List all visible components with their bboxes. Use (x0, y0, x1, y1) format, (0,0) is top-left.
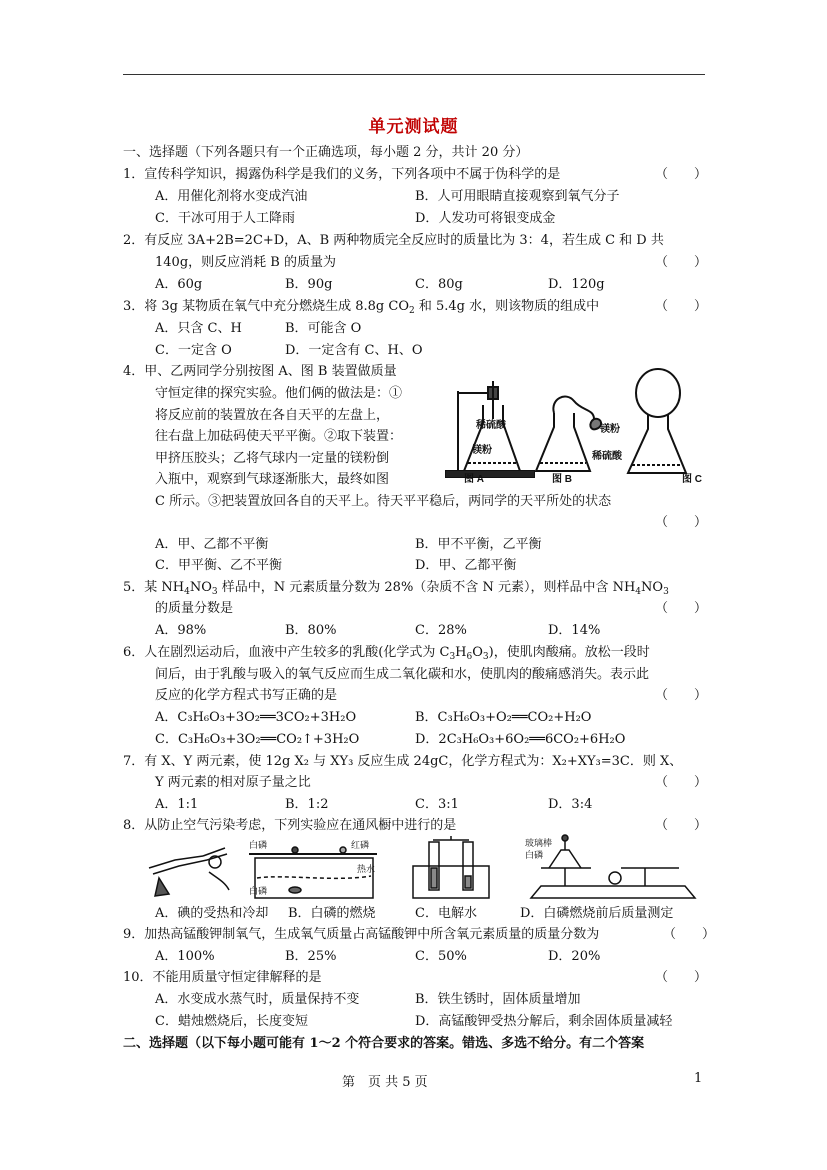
q10-stem: 10．不能用质量守恒定律解释的是 (123, 970, 322, 985)
q5-s3: 4 (635, 587, 642, 597)
q6-line2: 间后，由于乳酸与吸入的氧气反应而生成二氧化碳和水，使肌肉的酸痛感消失。表示此 (155, 667, 650, 682)
label-mg-a: 镁粉 (472, 445, 492, 456)
header-rule (123, 74, 705, 75)
q9-option-c: C．50% (415, 949, 467, 964)
q6-l1c: O (472, 645, 483, 660)
q9-option-b: B．25% (285, 949, 337, 964)
q1-stem: 1．宣传科学知识，揭露伪科学是我们的义务，下列各项中不属于伪科学的是 (123, 167, 561, 182)
q8-option-c: C．电解水 (415, 906, 477, 921)
q10-answer-blank: （ ） (655, 970, 708, 985)
q4-line2: 守恒定律的探究实验。他们俩的做法是：① (155, 386, 403, 401)
q2-option-d: D．120g (548, 277, 605, 292)
caption-c: 图 C (682, 474, 702, 485)
q2-answer-blank: （ ） (655, 255, 708, 270)
label-acid-b: 稀硫酸 (592, 451, 622, 462)
q1-option-d: D．人发功可将银变成金 (415, 211, 556, 226)
q8-option-b: B．白磷的燃烧 (288, 906, 376, 921)
q8-apparatus-figure (145, 838, 705, 902)
q5-option-b: B．80% (285, 623, 337, 638)
q10-option-b: B．铁生锈时，固体质量增加 (415, 992, 581, 1007)
q5-d: NO (641, 580, 664, 595)
q3-stem (123, 297, 599, 317)
q7-option-c: C．3:1 (415, 797, 459, 812)
q3-option-c: C．一定含 O (155, 343, 232, 358)
footer-page-count: 第 页 共 5 页 (342, 1075, 428, 1090)
label-mg-b: 镁粉 (600, 424, 620, 435)
caption-b: 图 B (552, 474, 572, 485)
q5-s2: 3 (211, 587, 218, 597)
q9-answer-blank: （ ） (663, 927, 716, 942)
q4-apparatus-figure (442, 371, 704, 483)
q2-stem-line1: 2．有反应 3A+2B=2C+D，A、B 两种物质完全反应时的质量比为 3：4，若生成 C 和 D 共 (123, 233, 664, 248)
q10-option-c: C．蜡烛燃烧后，长度变短 (155, 1014, 308, 1029)
q5-s4: 3 (663, 587, 669, 597)
q3-stem-b: 和 5.4g 水，则该物质的组成中 (414, 299, 600, 314)
q2-option-b: B．90g (285, 277, 333, 292)
label-acid-a: 稀硫酸 (476, 420, 506, 431)
q6-answer-blank: （ ） (655, 688, 708, 703)
q6-option-a: A．C₃H₆O₃+3O₂══3CO₂+3H₂O (155, 710, 357, 725)
q7-option-a: A．1:1 (155, 797, 199, 812)
q3-answer-blank: （ ） (655, 299, 708, 314)
q9-option-a: A．100% (155, 949, 215, 964)
q4-line4: 往右盘上加砝码使天平平衡。②取下装置： (155, 429, 403, 444)
q7-line1: 7．有 X、Y 两元素，使 12g X₂ 与 XY₃ 反应生成 24gC，化学方程式为：X₂+XY₃=3C．则 X、 (123, 754, 683, 769)
q8-stem: 8．从防止空气污染考虑，下列实验应在通风橱中进行的是 (123, 818, 457, 833)
q4-line7: C 所示。③把装置放回各自的天平上。待天平平稳后，两同学的天平所处的状态 (155, 494, 612, 509)
burner-a (155, 878, 169, 896)
q5-stem-line2: 的质量分数是 (155, 601, 234, 616)
q6-l1d: )，使肌肉酸痛。放松一段时 (488, 645, 650, 660)
q7-option-b: B．1:2 (285, 797, 329, 812)
q1-option-c: C．干冰可用于人工降雨 (155, 211, 295, 226)
q6-line1 (123, 643, 650, 663)
q6-l1s1: 3 (449, 652, 456, 662)
q6-option-c: C．C₃H₆O₃+3O₂══CO₂↑+3H₂O (155, 732, 360, 747)
q6-l1b: H (455, 645, 467, 660)
q5-s1: 4 (184, 587, 190, 597)
q4-answer-blank: （ ） (655, 515, 708, 530)
caption-a: 图 A (464, 474, 484, 485)
q4-option-a: A．甲、乙都不平衡 (155, 537, 269, 552)
q1-option-a: A．用催化剂将水变成汽油 (155, 189, 308, 204)
q6-l1s2: 6 (466, 652, 473, 662)
page-title: 单元测试题 (368, 117, 459, 137)
q1-option-b: B．人可用眼睛直接观察到氧气分子 (415, 189, 620, 204)
label-white-p2: 白磷 (249, 886, 268, 896)
label-white-p3: 白磷 (525, 850, 544, 860)
q5-a: 5．某 NH (123, 580, 185, 595)
section2-heading: 二、选择题（以下每小题可能有 1～2 个符合要求的答案。错选、多选不给分。有二个答案 (123, 1036, 645, 1051)
q6-line3: 反应的化学方程式书写正确的是 (155, 688, 338, 703)
q6-l1a: 6．人在剧烈运动后，血液中产生较多的乳酸(化学式为 C (123, 645, 450, 660)
q9-stem: 9．加热高锰酸钾制氧气，生成氧气质量占高锰酸钾中所含氧元素质量的质量分数为 (123, 927, 600, 942)
q3-option-a: A．只含 C、H (155, 321, 242, 336)
q4-line3: 将反应前的装置放在各自天平的左盘上， (155, 408, 390, 423)
q6-option-d: D．2C₃H₆O₃+6O₂══6CO₂+6H₂O (415, 732, 626, 747)
label-red-p: 红磷 (351, 840, 370, 850)
q4-option-d: D．甲、乙都平衡 (415, 558, 517, 573)
q5-option-d: D．14% (548, 623, 601, 638)
q2-option-a: A．60g (155, 277, 203, 292)
q1-answer-blank: （ ） (655, 167, 708, 182)
q5-c: 样品中，N 元素质量分数为 28%（杂质不含 N 元素），则样品中含 NH (217, 580, 636, 595)
q8-option-d: D．白磷燃烧前后质量测定 (520, 906, 674, 921)
q4-line5: 甲挤压胶头；乙将气球内一定量的镁粉倒 (155, 451, 390, 466)
q7-option-d: D．3:4 (548, 797, 593, 812)
q2-stem-line2: 140g，则反应消耗 B 的质量为 (155, 255, 336, 270)
label-hot-water: 热水 (357, 864, 376, 874)
flask-d (549, 850, 581, 868)
q4-option-b: B．甲不平衡，乙平衡 (415, 537, 542, 552)
q7-answer-blank: （ ） (655, 775, 708, 790)
q5-stem (123, 578, 669, 598)
q6-option-b: B．C₃H₆O₃+O₂══CO₂+H₂O (415, 710, 592, 725)
q8-option-a: A．碘的受热和冷却 (155, 906, 269, 921)
q3-sub: 2 (409, 306, 415, 316)
label-glass-rod: 玻璃棒 (525, 838, 553, 848)
q5-option-c: C．28% (415, 623, 467, 638)
footer-page-number: 1 (694, 1071, 703, 1086)
q3-option-b: B．可能含 O (285, 321, 362, 336)
q4-line6: 入瓶中，观察到气球逐渐胀大，最终如图 (155, 472, 390, 487)
q6-l1s3: 3 (482, 652, 489, 662)
q5-answer-blank: （ ） (655, 601, 708, 616)
q4-line1: 4．甲、乙两同学分别按图 A、图 B 装置做质量 (123, 364, 397, 379)
q3-stem-a: 3．将 3g 某物质在氧气中充分燃烧生成 8.8g CO (123, 299, 409, 314)
electrolysis-tank (413, 866, 489, 898)
q10-option-d: D．高锰酸钾受热分解后，剩余固体质量减轻 (415, 1014, 673, 1029)
q7-line2: Y 两元素的相对原子量之比 (155, 775, 311, 790)
balance-base (531, 886, 695, 898)
q8-answer-blank: （ ） (655, 818, 708, 833)
q9-option-d: D．20% (548, 949, 601, 964)
q5-option-a: A．98% (155, 623, 207, 638)
q4-option-c: C．甲平衡、乙不平衡 (155, 558, 282, 573)
q3-option-d: D．一定含有 C、H、O (285, 343, 423, 358)
q5-b: NO (189, 580, 212, 595)
balloon-c (636, 369, 680, 417)
label-white-p1: 白磷 (249, 840, 268, 850)
section1-heading: 一、选择题（下列各题只有一个正确选项，每小题 2 分，共计 20 分） (123, 145, 529, 160)
q10-option-a: A．水变成水蒸气时，质量保持不变 (155, 992, 360, 1007)
q2-option-c: C．80g (415, 277, 463, 292)
